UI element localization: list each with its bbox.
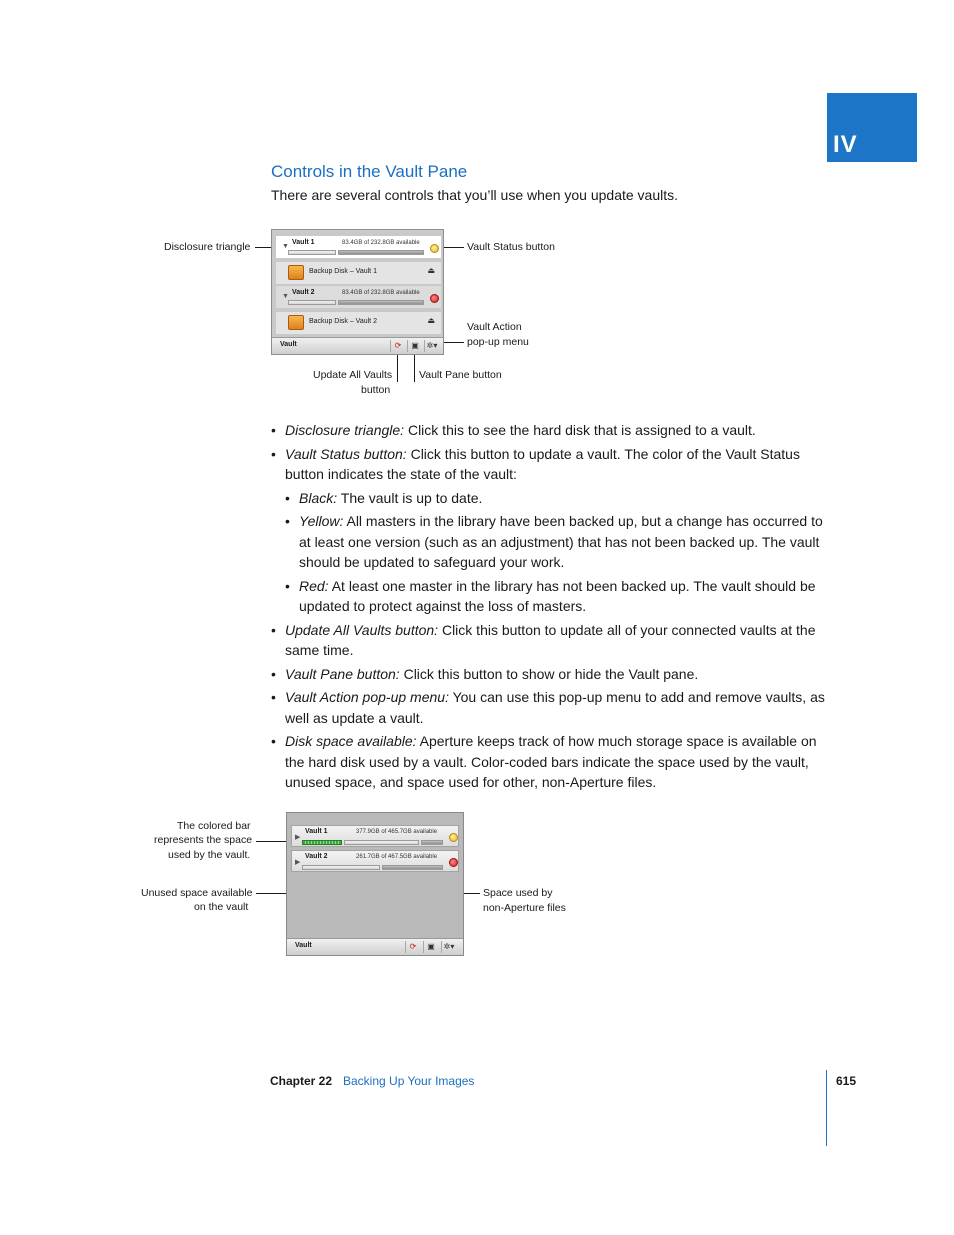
unused-space-bar <box>302 865 380 870</box>
vault-status-button[interactable] <box>449 833 458 842</box>
vault-pane-label: Vault <box>295 942 312 949</box>
vault-pane-screenshot-1 <box>271 229 444 355</box>
vault-pane-button[interactable]: ▣ <box>423 941 438 953</box>
vault-row-2 <box>276 286 441 308</box>
vault-row-1 <box>291 825 459 847</box>
update-all-vaults-button[interactable]: ⟳ <box>405 941 420 953</box>
bullet-text: Click this to see the hard disk that is assigned to a vault. <box>404 422 756 438</box>
bullet-item <box>271 620 831 661</box>
nonaperture-space-bar <box>421 840 443 845</box>
disk-2-name: Backup Disk – Vault 2 <box>309 318 377 325</box>
unused-space-bar <box>344 840 419 845</box>
vault-1-name: Vault 1 <box>292 239 315 246</box>
hard-disk-icon <box>288 265 304 280</box>
callout-unused-2: on the vault <box>194 901 249 913</box>
intro-paragraph: There are several controls that you’ll use when you update vaults. <box>271 187 679 203</box>
vault-2-available: 83.4GB of 232.8GB available <box>342 290 420 296</box>
callout-colored-bar-1: The colored bar <box>177 820 251 832</box>
bullet-term: Disk space available: <box>285 733 417 749</box>
callout-vault-status-button: Vault Status button <box>467 241 555 253</box>
callout-vault-pane-button: Vault Pane button <box>419 369 502 381</box>
vault-2-name: Vault 2 <box>305 853 328 860</box>
bullet-item <box>271 420 831 441</box>
vault-used-space-bar <box>302 840 342 845</box>
disk-row-2 <box>276 312 441 334</box>
bullet-item <box>285 576 831 617</box>
bullet-term: Vault Action pop-up menu: <box>285 689 449 705</box>
unused-space-bar <box>288 250 336 255</box>
bullet-item <box>271 664 831 685</box>
vault-row-1 <box>276 236 441 258</box>
part-tab <box>827 93 917 162</box>
vault-action-popup-button[interactable]: ✲▾ <box>424 340 439 352</box>
vault-2-available: 261.7GB of 467.5GB available <box>356 854 438 860</box>
update-all-vaults-button[interactable]: ⟳ <box>390 340 405 352</box>
vault-pane-toolbar <box>272 337 443 354</box>
callout-update-all-2: button <box>361 384 391 396</box>
vault-pane-toolbar <box>287 938 463 955</box>
unused-space-bar <box>288 300 336 305</box>
vault-status-button[interactable] <box>430 294 439 303</box>
bullet-text: Click this button to update a vault. The color of the Vault Status button indicates the state of the vault: <box>285 445 800 482</box>
callout-colored-bar-3: used by the vault. <box>168 849 251 861</box>
part-tab-label: IV <box>833 131 858 158</box>
footer-page-number: 615 <box>836 1074 857 1088</box>
vault-pane-screenshot-2 <box>286 812 464 956</box>
nonaperture-space-bar <box>338 250 424 255</box>
bullet-text: The vault is up to date. <box>337 489 483 506</box>
bullet-term: Update All Vaults button: <box>285 621 439 638</box>
nonaperture-space-bar <box>382 865 443 870</box>
footer-chapter: Chapter 22 <box>270 1074 333 1088</box>
callout-disclosure-triangle: Disclosure triangle <box>164 241 251 253</box>
bullet-list <box>271 420 831 796</box>
nonaperture-space-bar <box>338 300 424 305</box>
callout-colored-bar-2: represents the space <box>154 834 253 846</box>
disclosure-triangle-icon[interactable]: ▶ <box>295 859 301 866</box>
bullet-term: Red: <box>299 577 329 594</box>
bullet-text: Aperture keeps track of how much storage space is available on the hard disk used by a vault. Color-coded bars indicate the space used by the vault, unused space, and space used for other, non-Aperture files. <box>285 733 817 790</box>
section-title: Controls in the Vault Pane <box>271 162 468 181</box>
bullet-term: Vault Pane button: <box>285 665 400 682</box>
vault-1-available: 83.4GB of 232.8GB available <box>342 240 420 246</box>
vault-status-button[interactable] <box>449 858 458 867</box>
bullet-term: Black: <box>299 489 338 506</box>
vault-status-button[interactable] <box>430 244 439 253</box>
callout-nonaperture-2: non-Aperture files <box>483 902 566 914</box>
eject-icon[interactable]: ⏏ <box>427 316 435 325</box>
hard-disk-icon <box>288 315 304 330</box>
footer-chapter-title: Backing Up Your Images <box>343 1074 475 1088</box>
bullet-term: Yellow: <box>299 513 344 529</box>
vault-2-name: Vault 2 <box>292 289 315 296</box>
bullet-item <box>271 444 831 485</box>
bullet-item <box>271 687 831 728</box>
disk-row-1 <box>276 262 441 284</box>
bullet-item <box>271 731 831 793</box>
vault-action-popup-button[interactable]: ✲▾ <box>441 941 456 953</box>
vault-1-available: 377.9GB of 465.7GB available <box>356 829 438 835</box>
callout-vault-action-2: pop-up menu <box>467 336 529 348</box>
bullet-text: All masters in the library have been backed up, but a change has occurred to at least one version (such as an adjustment) that has not been backed up. The vault should be updated to safeguard your work. <box>299 513 823 570</box>
bullet-item <box>285 488 831 509</box>
bullet-item <box>285 511 831 573</box>
footer-rule <box>826 1070 827 1146</box>
disclosure-triangle-icon[interactable]: ▼ <box>282 293 289 300</box>
callout-update-all-1: Update All Vaults <box>313 369 393 381</box>
bullet-term: Vault Status button: <box>285 445 407 462</box>
callout-nonaperture-1: Space used by <box>483 887 553 899</box>
callout-vault-action-1: Vault Action <box>467 321 522 333</box>
eject-icon[interactable]: ⏏ <box>427 266 435 275</box>
bullet-text: At least one master in the library has not been backed up. The vault should be updated to protect against the loss of masters. <box>299 577 816 614</box>
bullet-text: You can use this pop-up menu to add and remove vaults, as well as update a vault. <box>285 689 825 726</box>
disclosure-triangle-icon[interactable]: ▼ <box>282 243 289 250</box>
vault-1-name: Vault 1 <box>305 828 328 835</box>
bullet-text: Click this button to show or hide the Vault pane. <box>399 665 699 682</box>
callout-unused-1: Unused space available <box>141 887 253 899</box>
vault-pane-button[interactable]: ▣ <box>407 340 422 352</box>
vault-row-2 <box>291 850 459 872</box>
bullet-term: Disclosure triangle: <box>285 422 405 438</box>
bullet-text: Click this button to update all of your connected vaults at the same time. <box>285 621 816 658</box>
vault-pane-label: Vault <box>280 341 297 348</box>
disk-1-name: Backup Disk – Vault 1 <box>309 268 377 275</box>
disclosure-triangle-icon[interactable]: ▶ <box>295 834 301 841</box>
